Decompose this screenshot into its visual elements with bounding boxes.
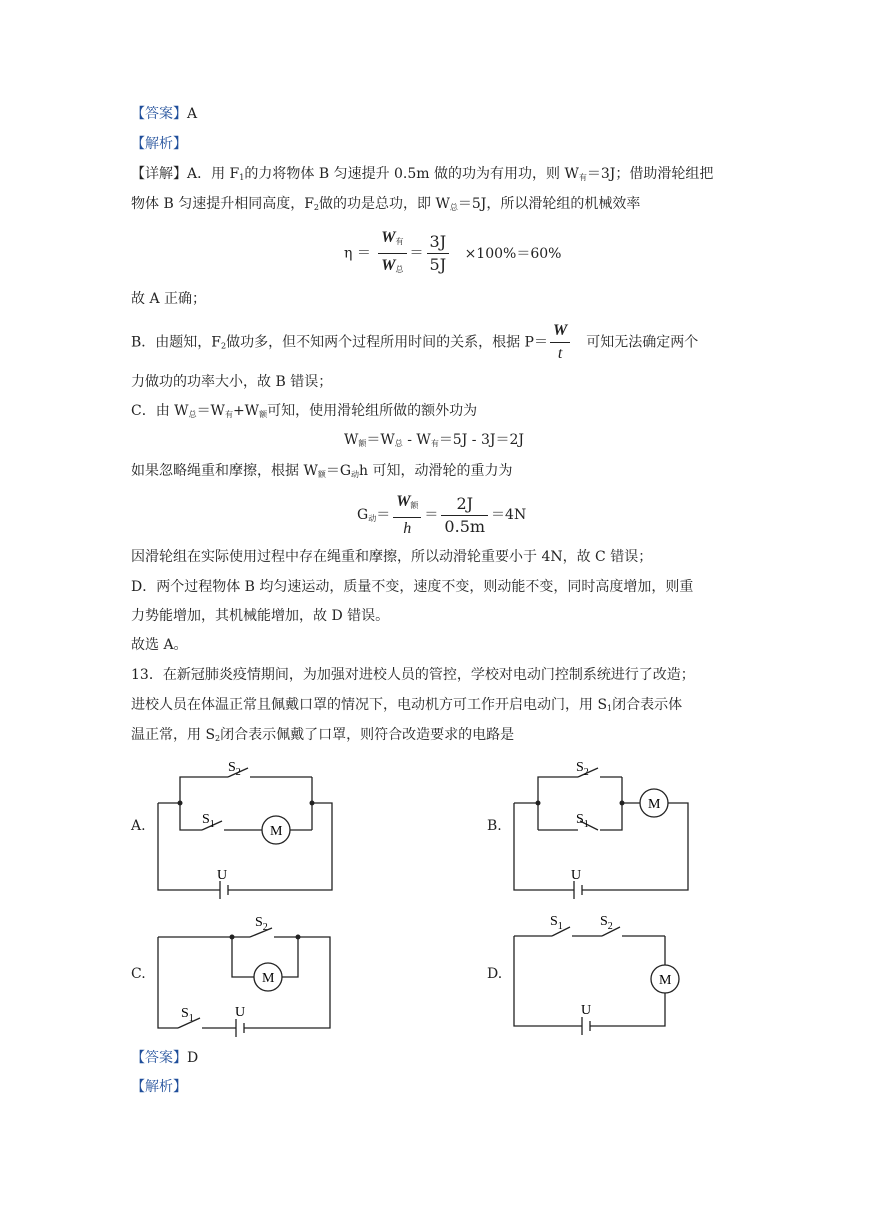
svg-text:M: M	[648, 797, 661, 812]
motor-label: M	[270, 824, 283, 839]
q13-line-1: 13．在新冠肺炎疫情期间，为加强对进校人员的管控，学校对电动门控制系统进行了改造；	[131, 667, 695, 683]
line-c-3: 因滑轮组在实际使用过程中存在绳重和摩擦，所以动滑轮重要小于 4N，故 C 错误；	[131, 549, 653, 565]
analysis-heading: 【解析】	[131, 136, 187, 152]
line-c-1: C．由 $W_总=W_有+W_额$可知，使用滑轮组所做的额外功为	[131, 403, 478, 419]
switch-s2-label: $S_2$	[228, 760, 241, 778]
analysis-heading-2: 【解析】	[131, 1079, 187, 1095]
formula-extra-work: $W_额=W_总 - W_有=5J - 3J=2J$	[344, 432, 525, 448]
svg-text:S1: $S_1$	[576, 812, 589, 830]
line-d-2: 力势能增加，其机械能增加，故 D 错误。	[131, 608, 390, 624]
fraction-w: $\frac{W_有}{W_总}$	[378, 226, 406, 281]
svg-text:S1: $S_1$	[181, 1006, 194, 1024]
circuit-a	[150, 755, 340, 895]
formula-gravity: $G_动=$ $\frac{W_额}{h}$ ＝ $\frac{2J}{0.5m}$ ＝4N	[357, 490, 526, 543]
answer-line	[131, 104, 197, 124]
bracket-right: 】	[173, 106, 187, 122]
option-a-label: A.	[131, 818, 146, 834]
conclusion: 故选 A。	[131, 637, 188, 653]
fraction-power: $\frac{W}{t}$	[550, 320, 570, 365]
svg-text:S2: $S_2$	[255, 915, 268, 933]
line-a-correct: 故 A 正确；	[131, 291, 207, 307]
fraction-2j: $\frac{2J}{0.5m}$	[441, 493, 488, 538]
circuit-c	[150, 910, 340, 1035]
line-c-2: 如果忽略绳重和摩擦，根据 $W_额=G_动h$ 可知，动滑轮的重力为	[131, 463, 513, 479]
detail-line-1: 【详解】A．用 $F_1$的力将物体 B 匀速提升 0.5m 做的功为有用功，则 $W_有=3J$；借助滑轮组把	[131, 166, 714, 182]
fraction-wh: $\frac{W_额}{h}$	[393, 490, 421, 540]
circuit-b	[508, 755, 698, 895]
switch-s1-label: $S_1$	[202, 812, 215, 830]
bracket-left: 【	[131, 106, 145, 122]
detail-label: 【详解】	[131, 166, 187, 182]
q13-line-2: 进校人员在体温正常且佩戴口罩的情况下，电动机方可工作开启电动门，用 $S_1$闭合表示体	[131, 697, 683, 713]
answer-line-2: 【答案】D	[131, 1050, 199, 1066]
option-d-label: D.	[487, 966, 503, 982]
source-label: U	[217, 868, 228, 883]
q13-line-3: 温正常，用 $S_2$闭合表示佩戴了口罩，则符合改造要求的电路是	[131, 727, 515, 743]
formula-efficiency: η ＝ $\frac{W_有}{W_总}$ ＝ $\frac{3J}{5J}$ ×100%＝60%	[344, 226, 561, 281]
answer-label: 答案	[145, 106, 173, 122]
svg-text:M: M	[262, 971, 275, 986]
fraction-j: $\frac{3J}{5J}$	[427, 231, 450, 276]
line-b-1: B．由题知，$F_2$做功多，但不知两个过程所用时间的关系，根据 P＝ $\frac{W}{t}$ 可知无法确定两个	[131, 320, 698, 367]
option-c-label: C.	[131, 966, 146, 982]
svg-text:S2: $S_2$	[576, 760, 589, 778]
svg-text:S2: $S_2$	[600, 914, 613, 932]
svg-text:S1: $S_1$	[550, 914, 563, 932]
svg-text:U: U	[571, 868, 582, 883]
line-d-1: D．两个过程物体 B 均匀速运动，质量不变，速度不变，则动能不变，同时高度增加，则重	[131, 579, 694, 595]
circuit-d	[508, 910, 698, 1035]
svg-text:U: U	[581, 1003, 592, 1018]
answer-value: A	[187, 106, 198, 122]
detail-line-2: 物体 B 匀速提升相同高度，$F_2$做的功是总功，即 $W_总=5J$，所以滑轮组的机械效率	[131, 196, 641, 212]
svg-text:U: U	[235, 1005, 246, 1020]
option-b-label: B.	[487, 818, 502, 834]
svg-text:M: M	[659, 973, 672, 988]
line-b-2: 力做功的功率大小，故 B 错误；	[131, 374, 333, 390]
